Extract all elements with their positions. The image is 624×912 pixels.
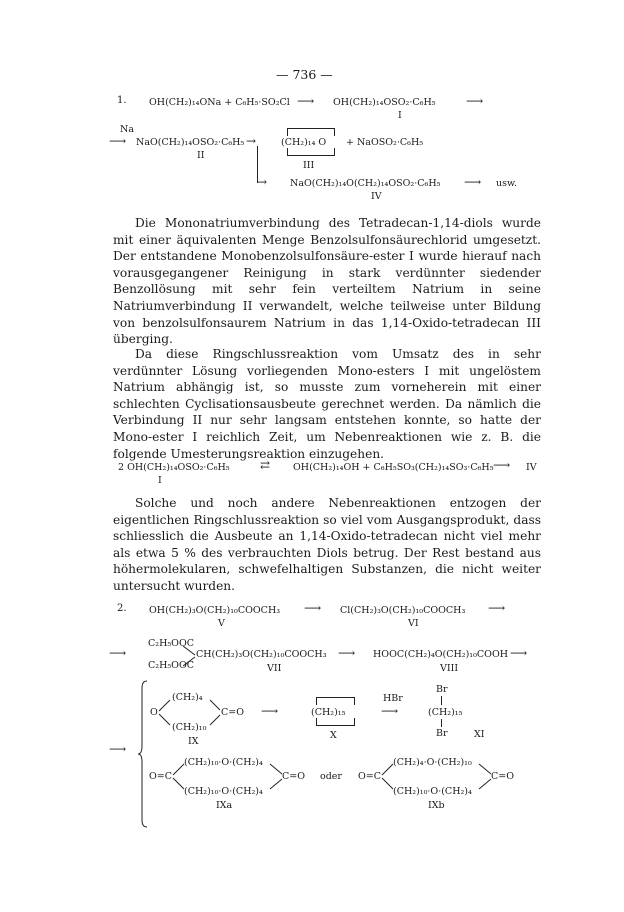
ring-bond-right-lower xyxy=(334,148,335,155)
scheme-2-number: 2. xyxy=(117,603,127,614)
ixb-carbonyl-left: O=C xyxy=(358,771,382,782)
compound-label-V: V xyxy=(218,618,225,629)
equilibrium-arrow: ⇄ xyxy=(260,458,271,472)
ixa-chain-top: (CH₂)₁₀·O·(CH₂)₄ xyxy=(184,757,263,768)
ester-group-top: C₂H₅OOC xyxy=(148,638,195,649)
reaction-arrow: → xyxy=(257,175,268,189)
xi-bond-top xyxy=(441,696,442,705)
ring-bond-bottom xyxy=(287,155,335,156)
x-ring-bottom xyxy=(316,725,355,726)
reaction-arrow: ⟶ xyxy=(510,646,528,660)
xi-bromine-bottom: Br xyxy=(436,728,448,739)
reaction-arrow: → xyxy=(246,134,257,148)
reaction-arrow: ⟶ xyxy=(338,646,356,660)
ixa-carbonyl-right: C=O xyxy=(282,771,306,782)
compound-label-X: X xyxy=(330,730,337,741)
paragraph-2 xyxy=(113,346,541,462)
equation-label-I: I xyxy=(158,475,162,486)
x-ring-top xyxy=(316,697,355,698)
compound-label-II: II xyxy=(197,150,205,161)
ixa-carbonyl-left: O=C xyxy=(149,771,173,782)
equation-tail: IV xyxy=(526,462,537,473)
paragraph-3-text: Solche und noch andere Nebenreaktionen entzogen der eigentlichen Ringschlussreaktion so viel vom Ausgangsprodukt, dass schliesslich die Ausbeute an 1,14-Oxido-tetradecan nicht viel mehr als etwa 5 % des verbrauchten Diols betrug. Der Rest bestand aus höhermolekularen, schwefelhaltigen Substanzen, die nicht weiter untersucht wurden. xyxy=(113,496,541,593)
xi-bond-bottom xyxy=(441,719,442,727)
ixb-chain-bottom: (CH₂)₁₀·O·(CH₂)₄ xyxy=(393,786,472,797)
compound-label-VI: VI xyxy=(408,618,419,629)
reaction-arrow: ⟶ xyxy=(109,646,127,660)
ixb-chain-top: (CH₂)₄·O·(CH₂)₁₀ xyxy=(393,757,472,768)
reaction-arrow: ⟶ xyxy=(261,704,279,718)
paragraph-3 xyxy=(113,495,541,595)
compound-VI: Cl(CH₂)₃O(CH₂)₁₀COOCH₃ xyxy=(340,605,466,616)
compound-VIII: HOOC(CH₂)₄O(CH₂)₁₀COOH xyxy=(373,649,509,660)
grouping-brace xyxy=(138,680,148,828)
ix-ring-bonds xyxy=(158,697,222,729)
compound-XI: (CH₂)₁₅ xyxy=(428,707,463,718)
reaction-arrow: ⟶ xyxy=(304,601,322,615)
scheme-1-row3: NaO(CH₂)₁₄O(CH₂)₁₄OSO₂·C₆H₅ xyxy=(290,178,441,189)
compound-label-IXb: IXb xyxy=(428,800,445,811)
compound-label-III: III xyxy=(303,160,315,171)
x-ring-right xyxy=(354,697,355,705)
ester-bonds xyxy=(183,645,197,667)
x-ring-right-lower xyxy=(354,718,355,725)
scheme-1-row3-tail: usw. xyxy=(496,178,518,189)
ring-bond-left-lower xyxy=(287,148,288,155)
compound-label-VII: VII xyxy=(267,663,282,674)
paragraph-2-text: Da diese Ringschlussreaktion vom Umsatz des in sehr verdünnter Lösung vorliegenden Mono-esters I mit ungelöstem Natrium abhängig ist, so musste zum vorneherein mit einer schlechten Cyclisationsausbeute gerechnet werden. Da nämlich die Verbindung II nur sehr langsam entstehen konnte, so hatte der Mono-ester I reichlich Zeit, um Nebenreaktionen wie z. B. die folgende Umesterungsreaktion einzugehen. xyxy=(113,347,541,461)
compound-label-IXa: IXa xyxy=(216,800,233,811)
reagent-hbr: HBr xyxy=(383,693,403,704)
reaction-arrow: ⟶ xyxy=(493,458,511,472)
x-ring-left-lower xyxy=(316,718,317,725)
ix-chain-top: (CH₂)₄ xyxy=(172,692,203,703)
reaction-arrow: ⟶ xyxy=(381,704,399,718)
ixb-carbonyl-right: C=O xyxy=(491,771,515,782)
scheme-1-row1-left: OH(CH₂)₁₄ONa + C₆H₅·SO₂Cl xyxy=(149,97,290,108)
reaction-arrow: ⟶ xyxy=(464,175,482,189)
ring-bond-right xyxy=(334,128,335,136)
paragraph-1-text: Die Mononatriumverbindung des Tetradecan-1,14-diols wurde mit einer äquivalenten Menge Benzolsulfonsäurechlorid umgesetzt. Der entstandene Monobenzolsulfonsäure-ester I wurde hierauf nach vorausgegangener Reinigung in stark verdünnter siedender Benzollösung mit sehr fein verteiltem Natrium in seine Natriumverbindung II verwandelt, welche teilweise unter Bildung von benzolsulfonsaurem Natrium in das 1,14-Oxido-tetradecan III überging. xyxy=(113,216,541,347)
oder-text: oder xyxy=(320,771,342,782)
compound-label-I: I xyxy=(398,110,402,121)
scheme-1-row1-right: OH(CH₂)₁₄OSO₂·C₆H₅ xyxy=(333,97,436,108)
reagent-na: Na xyxy=(120,124,134,135)
compound-III-ring: (CH₂)₁₄ O xyxy=(281,137,327,148)
compound-label-XI: XI xyxy=(474,729,485,740)
xi-bromine-top: Br xyxy=(436,684,448,695)
compound-label-IX: IX xyxy=(188,736,199,747)
compound-V: OH(CH₂)₃O(CH₂)₁₀COOCH₃ xyxy=(149,605,281,616)
scheme-1-row2-tail: + NaOSO₂·C₆H₅ xyxy=(346,137,424,148)
scheme-1-number: 1. xyxy=(117,95,127,106)
ix-oxygen: O xyxy=(150,707,158,718)
reaction-arrow: ⟶ xyxy=(488,601,506,615)
paragraph-1 xyxy=(113,215,541,348)
ix-chain-bottom: (CH₂)₁₀ xyxy=(172,722,207,733)
compound-label-IV: IV xyxy=(371,191,382,202)
ring-bond-left xyxy=(287,128,288,136)
equation-right: OH(CH₂)₁₄OH + C₆H₅SO₃(CH₂)₁₄SO₃·C₆H₅ xyxy=(293,462,494,473)
reaction-arrow: ⟶ xyxy=(109,134,127,148)
compound-VII: CH(CH₂)₃O(CH₂)₁₀COOCH₃ xyxy=(196,649,327,660)
equation-left: 2 OH(CH₂)₁₄OSO₂·C₆H₅ xyxy=(118,462,230,473)
page-number: — 736 — xyxy=(276,67,333,82)
reaction-arrow: ⟶ xyxy=(466,94,484,108)
ixa-ring-bonds xyxy=(172,761,284,793)
ixa-chain-bottom: (CH₂)₁₀·O·(CH₂)₄ xyxy=(184,786,263,797)
compound-label-VIII: VIII xyxy=(440,663,459,674)
ring-bond-top xyxy=(287,128,335,129)
reaction-arrow: ⟶ xyxy=(297,94,315,108)
ix-carbonyl: C=O xyxy=(221,707,245,718)
compound-X: (CH₂)₁₅ xyxy=(311,707,346,718)
ester-group-bottom: C₂H₅OOC xyxy=(148,660,195,671)
x-ring-left xyxy=(316,697,317,705)
ixb-ring-bonds xyxy=(381,761,493,793)
scheme-1-row2-left: NaO(CH₂)₁₄OSO₂·C₆H₅ xyxy=(136,137,245,148)
reaction-arrow: ⟶ xyxy=(109,742,127,756)
